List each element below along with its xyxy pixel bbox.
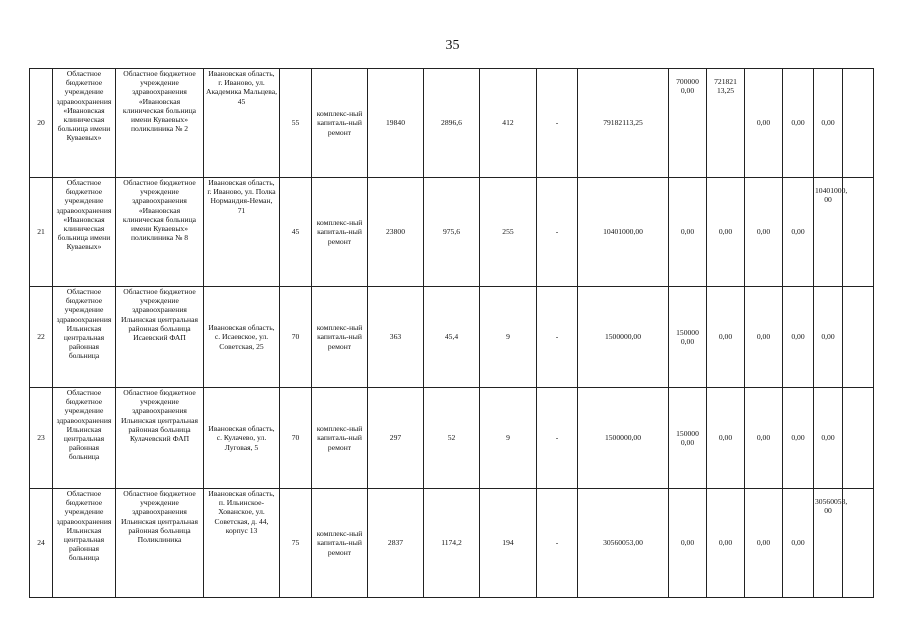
capacity-cell: 255 [480,178,537,287]
page-number: 35 [445,38,460,53]
volume-cell: 45,4 [424,287,480,388]
table-row [30,69,874,178]
capacity-cell: 9 [480,287,537,388]
value-cell: 0,00 [783,287,814,388]
value-cell: 0,00 [783,178,814,287]
value-cell: 0,00 [783,388,814,489]
capacity-cell: 412 [480,69,537,178]
dash-cell: - [537,69,578,178]
work-type-cell: комплекс-ный капиталь-ный ремонт [312,287,368,388]
area-cell: 297 [368,388,424,489]
value-cell: 0,00 [669,489,707,598]
value-cell: 0,00 [814,287,843,388]
value-cell: 150000 0,00 [669,287,707,388]
work-type-cell: комплекс-ный капиталь-ный ремонт [312,489,368,598]
recipient-cell: Областное бюджетное учреждение здравоохранения «Ивановская клиническая больница имени Куваевых» [53,69,116,178]
area-cell: 363 [368,287,424,388]
row-number: 21 [30,178,53,287]
dash-cell: - [537,489,578,598]
value-cell: 0,00 [783,69,814,178]
value-cell: 700000 0,00 [669,69,707,178]
row-number: 20 [30,69,53,178]
value-cell: 0,00 [669,178,707,287]
value-cell: 0,00 [707,287,745,388]
row-number: 23 [30,388,53,489]
row-number: 22 [30,287,53,388]
recipient-cell: Областное бюджетное учреждение здравоохранения Ильинская центральная районная больница [53,388,116,489]
volume-cell: 1174,2 [424,489,480,598]
work-type-cell: комплекс-ный капиталь-ный ремонт [312,69,368,178]
empty-cell [843,287,874,388]
registry-table [29,68,874,598]
address-cell: Ивановская область, г. Иваново, ул. Полка Нормандия-Неман, 71 [204,178,280,287]
volume-cell: 52 [424,388,480,489]
address-cell: Ивановская область, с. Кулачево, ул. Луговая, 5 [204,388,280,489]
volume-cell: 975,6 [424,178,480,287]
wear-cell: 45 [280,178,312,287]
value-cell: 721821 13,25 [707,69,745,178]
value-cell: 0,00 [814,388,843,489]
value-cell: 30560053, 00 [814,489,843,598]
empty-cell [843,388,874,489]
value-cell: 0,00 [745,489,783,598]
table-row [30,287,874,388]
value-cell: 0,00 [814,69,843,178]
wear-cell: 75 [280,489,312,598]
object-cell: Областное бюджетное учреждение здравоохранения «Ивановская клиническая больница имени Куваевых» поликлиника № 2 [116,69,204,178]
area-cell: 2837 [368,489,424,598]
recipient-cell: Областное бюджетное учреждение здравоохранения «Ивановская клиническая больница имени Куваевых» [53,178,116,287]
area-cell: 19840 [368,69,424,178]
wear-cell: 70 [280,388,312,489]
total-cell: 10401000,00 [578,178,669,287]
work-type-cell: комплекс-ный капиталь-ный ремонт [312,178,368,287]
wear-cell: 70 [280,287,312,388]
table-row [30,178,874,287]
recipient-cell: Областное бюджетное учреждение здравоохранения Ильинская центральная районная больница [53,489,116,598]
dash-cell: - [537,388,578,489]
value-cell: 150000 0,00 [669,388,707,489]
empty-cell [843,489,874,598]
recipient-cell: Областное бюджетное учреждение здравоохранения Ильинская центральная районная больница [53,287,116,388]
value-cell: 0,00 [745,287,783,388]
value-cell: 0,00 [707,489,745,598]
object-cell: Областное бюджетное учреждение здравоохранения Ильинская центральная районная больница Поликлиника [116,489,204,598]
capacity-cell: 9 [480,388,537,489]
address-cell: Ивановская область, с. Исаевское, ул. Советская, 25 [204,287,280,388]
object-cell: Областное бюджетное учреждение здравоохранения «Ивановская клиническая больница имени Куваевых» поликлиника № 8 [116,178,204,287]
total-cell: 1500000,00 [578,287,669,388]
value-cell: 0,00 [745,178,783,287]
table-row [30,388,874,489]
address-cell: Ивановская область, г. Иваново, ул. Академика Мальцева, 45 [204,69,280,178]
value-cell: 0,00 [707,388,745,489]
value-cell: 0,00 [745,69,783,178]
dash-cell: - [537,178,578,287]
value-cell: 10401000, 00 [814,178,843,287]
total-cell: 79182113,25 [578,69,669,178]
volume-cell: 2896,6 [424,69,480,178]
object-cell: Областное бюджетное учреждение здравоохранения Ильинская центральная районная больница Исаевский ФАП [116,287,204,388]
work-type-cell: комплекс-ный капиталь-ный ремонт [312,388,368,489]
total-cell: 1500000,00 [578,388,669,489]
capacity-cell: 194 [480,489,537,598]
wear-cell: 55 [280,69,312,178]
empty-cell [843,69,874,178]
area-cell: 23800 [368,178,424,287]
value-cell: 0,00 [783,489,814,598]
address-cell: Ивановская область, п. Ильинское-Хованское, ул. Советская, д. 44, корпус 13 [204,489,280,598]
value-cell: 0,00 [707,178,745,287]
dash-cell: - [537,287,578,388]
empty-cell [843,178,874,287]
object-cell: Областное бюджетное учреждение здравоохранения Ильинская центральная районная больница Кулачевский ФАП [116,388,204,489]
value-cell: 0,00 [745,388,783,489]
table-row [30,489,874,598]
total-cell: 30560053,00 [578,489,669,598]
row-number: 24 [30,489,53,598]
